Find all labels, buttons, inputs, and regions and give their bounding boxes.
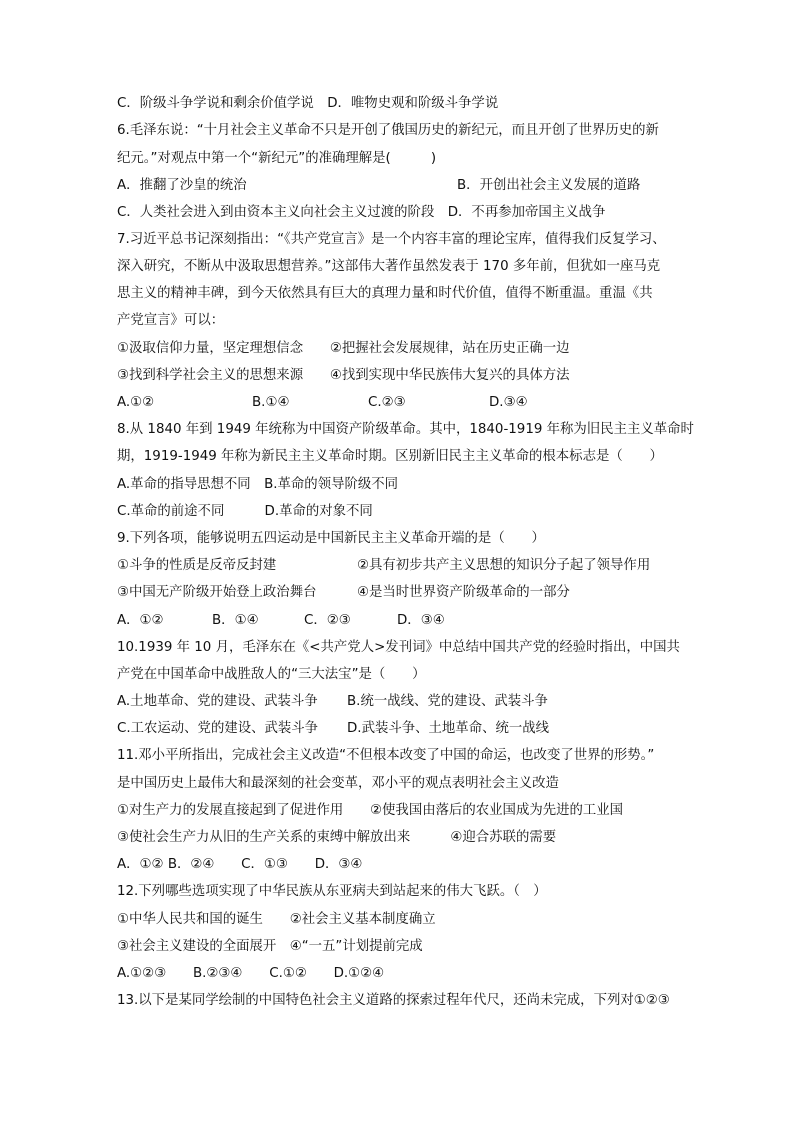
q9-statement-2: ②具有初步共产主义思想的知识分子起了领导作用 [357, 558, 651, 573]
q7-stem-line-3: 思主义的精神丰碑，到今天依然具有巨大的真理力量和时代价值，值得不断重温。重温《共 [117, 286, 653, 301]
q7-statements-12: ①汲取信仰力量，坚定理想信念 ②把握社会发展规律，站在历史正确一边 [117, 341, 570, 356]
q9-statement-4: ④是当时世界资产阶级革命的一部分 [357, 585, 570, 600]
q9-option-c: C．②③ [304, 613, 351, 628]
q7-option-c: C.②③ [368, 395, 406, 410]
q9-statement-3: ③中国无产阶级开始登上政治舞台 [117, 585, 317, 600]
q12-statements-34: ③社会主义建设的全面展开 ④“一五”计划提前完成 [117, 939, 423, 954]
q12-statements-12: ①中华人民共和国的诞生 ②社会主义基本制度确立 [117, 912, 436, 927]
q9-option-d: D．③④ [397, 613, 445, 628]
q9-statements-34 [117, 584, 682, 602]
q7-statements-34: ③找到科学社会主义的思想来源 ④找到实现中华民族伟大复兴的具体方法 [117, 368, 570, 383]
q10-option-a: A.土地革命、党的建设、武装斗争 [117, 694, 318, 709]
q8-options-ab: A.革命的指导思想不同 B.革命的领导阶级不同 [117, 477, 399, 492]
q10-option-d: D.武装斗争、土地革命、统一战线 [347, 721, 550, 736]
q11-statements-12: ①对生产力的发展直接起到了促进作用 ②使我国由落后的农业国成为先进的工业国 [117, 803, 624, 818]
q6-options-cd: C．人类社会进入到由资本主义向社会主义过渡的阶段 D．不再参加帝国主义战争 [117, 205, 606, 220]
q6-options-ab [117, 177, 682, 195]
q10-options-ab [117, 693, 682, 711]
q9-stem: 9.下列各项，能够说明五四运动是中国新民主主义革命开端的是（ ） [117, 531, 545, 546]
q11-statements-34: ③使社会生产力从旧的生产关系的束缚中解放出来 ④迎合苏联的需要 [117, 830, 557, 845]
q9-statements-12 [117, 557, 682, 575]
q7-option-d: D.③④ [489, 395, 528, 410]
q7-option-a: A.①② [117, 395, 155, 410]
q7-stem-line-4: 产党宣言》可以： [117, 313, 225, 328]
q6-stem-line-1: 6.毛泽东说：“十月社会主义革命不只是开创了俄国历史的新纪元，而且开创了世界历史的新 [117, 123, 659, 138]
q5-options-cd: C．阶级斗争学说和剩余价值学说 D．唯物史观和阶级斗争学说 [117, 96, 499, 111]
q11-stem-line-2: 是中国历史上最伟大和最深刻的社会变革，邓小平的观点表明社会主义改造 [117, 776, 559, 791]
q8-stem-line-2: 期，1919-1949 年称为新民主主义革命时期。区别新旧民主主义革命的根本标志是（ ） [117, 449, 663, 464]
q11-stem-line-1: 11.邓小平所指出，完成社会主义改造“不但根本改变了中国的命运，也改变了世界的形势。” [117, 748, 655, 763]
q9-options [117, 612, 682, 630]
q11-options: A．①② B．②④ C．①③ D．③④ [117, 857, 363, 872]
q9-option-b: B．①④ [212, 613, 259, 628]
q10-options-cd [117, 720, 682, 738]
q7-option-b: B.①④ [252, 395, 290, 410]
q8-stem-line-1: 8.从 1840 年到 1949 年统称为中国资产阶级革命。其中，1840-1919 年称为旧民主主义革命时 [117, 422, 694, 437]
q6-option-b: B．开创出社会主义发展的道路 [457, 178, 641, 193]
q10-option-b: B.统一战线、党的建设、武装斗争 [347, 694, 548, 709]
q9-option-a: A．①② [117, 613, 164, 628]
q6-option-a: A．推翻了沙皇的统治 [117, 178, 247, 193]
q13-stem-line-1: 13.以下是某同学绘制的中国特色社会主义道路的探索过程年代尺，还尚未完成，下列对①②③ [117, 993, 670, 1008]
q10-stem-line-2: 产党在中国革命中战胜敌人的“三大法宝”是（ ） [117, 667, 426, 682]
q12-stem: 12.下列哪些选项实现了中华民族从东亚病夫到站起来的伟大飞跃。（ ） [117, 884, 547, 899]
q7-stem-line-2: 深入研究，不断从中汲取思想营养。”这部伟大著作虽然发表于 170 多年前，但犹如一座马克 [117, 259, 661, 274]
q7-stem-line-1: 7.习近平总书记深刻指出：“《共产党宣言》是一个内容丰富的理论宝库，值得我们反复学习、 [117, 232, 666, 247]
q6-stem-line-2: 纪元。”对观点中第一个“新纪元”的准确理解是( ) [117, 151, 437, 166]
q10-stem-line-1: 10.1939 年 10 月，毛泽东在《<共产党人>发刊词》中总结中国共产党的经验时指出，中国共 [117, 640, 680, 655]
q12-options: A.①②③ B.②③④ C.①② D.①②④ [117, 966, 385, 981]
q10-option-c: C.工农运动、党的建设、武装斗争 [117, 721, 319, 736]
q8-options-cd: C.革命的前途不同 D.革命的对象不同 [117, 504, 373, 519]
q9-statement-1: ①斗争的性质是反帝反封建 [117, 558, 277, 573]
q7-options [117, 394, 682, 412]
